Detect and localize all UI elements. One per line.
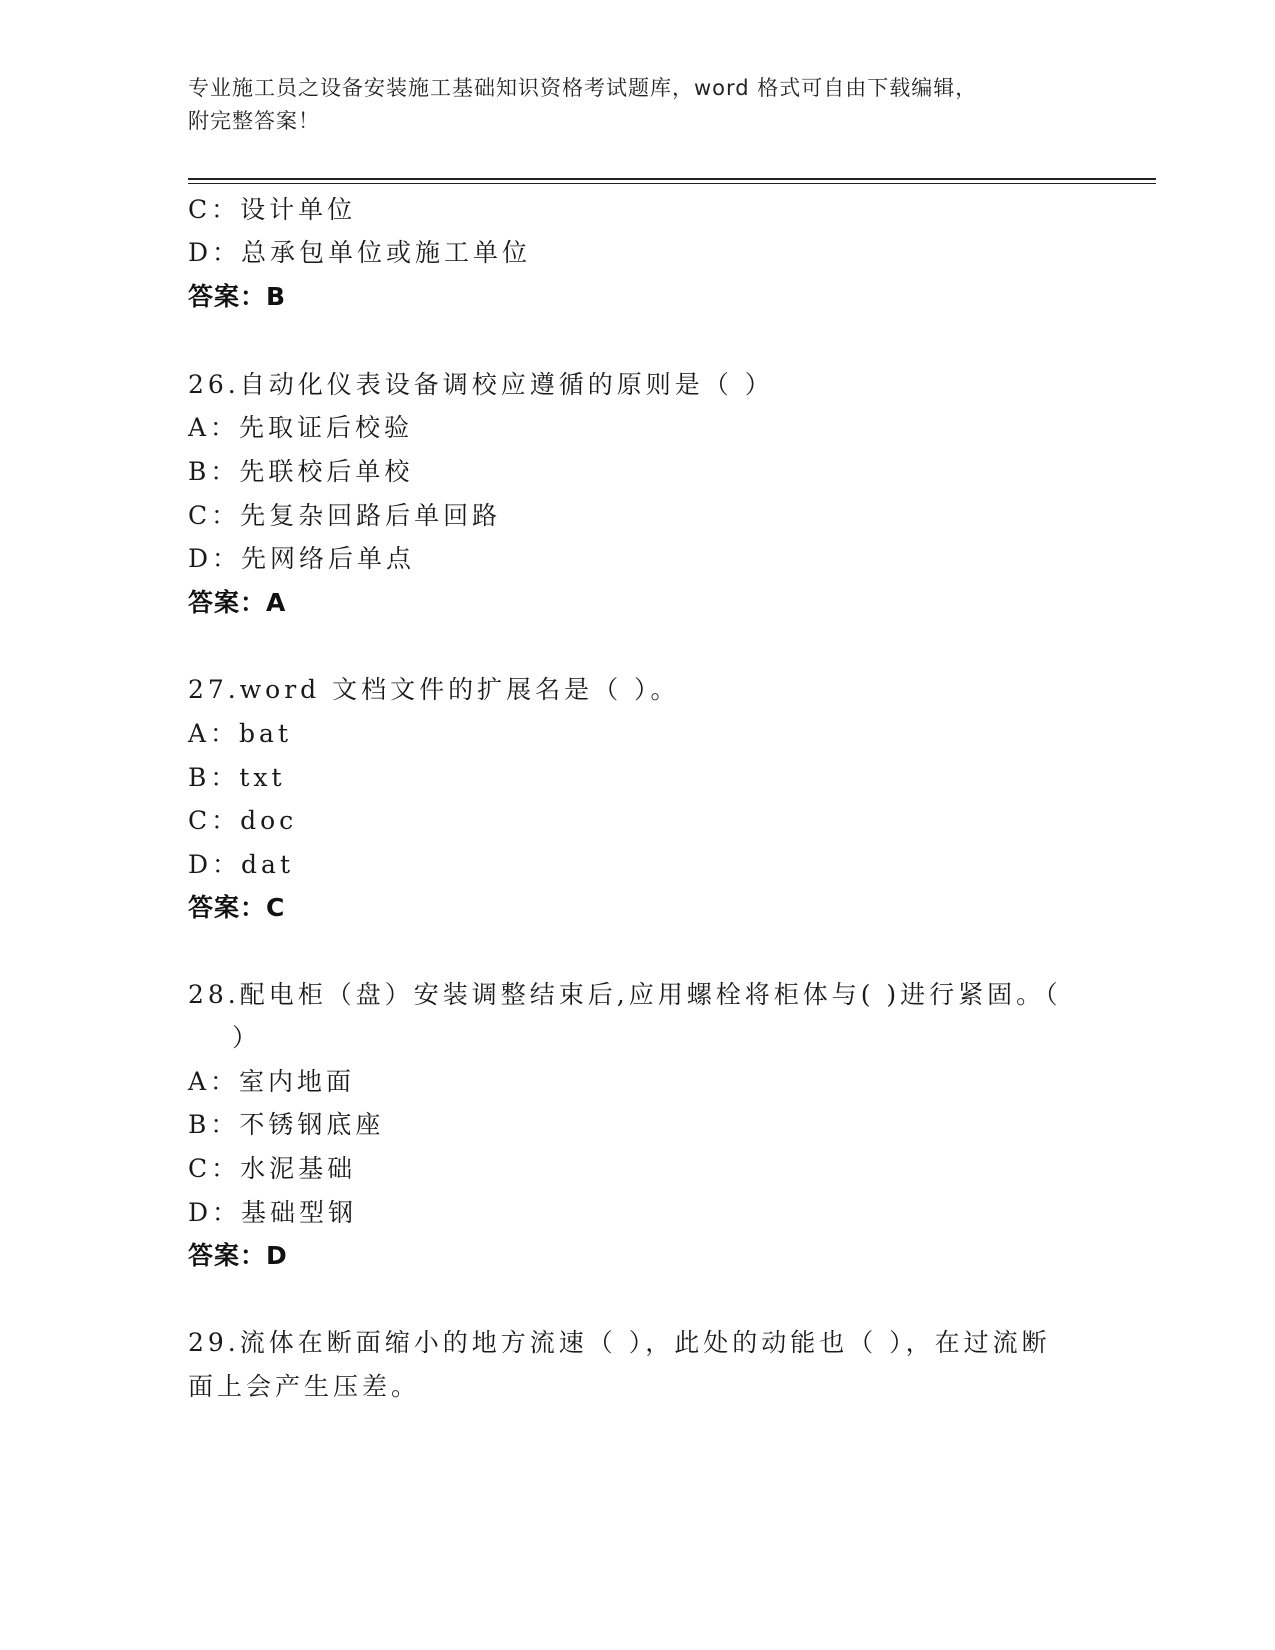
q27-option-d: D：dat: [188, 850, 294, 879]
q29-question-line-1: 29.流体在断面缩小的地方流速（ ），此处的动能也（ ），在过流断: [188, 1328, 1051, 1357]
header-divider-thin: [188, 183, 1156, 184]
q26-question: 26.自动化仪表设备调校应遵循的原则是（ ）: [188, 370, 774, 399]
q28-option-b: B：不锈钢底座: [188, 1110, 385, 1139]
page-header: [188, 72, 1088, 138]
q26-option-a: A：先取证后校验: [188, 413, 414, 442]
header-line-2: 附完整答案！: [188, 109, 320, 133]
q27-option-b: B：txt: [188, 763, 286, 792]
q27-option-c: C：doc: [188, 806, 298, 835]
q25-answer: 答案：B: [188, 282, 287, 311]
q27-answer: 答案：C: [188, 893, 286, 922]
header-divider-thick: [188, 178, 1156, 180]
q28-option-c: C：水泥基础: [188, 1154, 357, 1183]
q26-option-c: C：先复杂回路后单回路: [188, 501, 502, 530]
q28-option-a: A：室内地面: [188, 1067, 356, 1096]
q26-option-b: B：先联校后单校: [188, 457, 414, 486]
q26-option-d: D：先网络后单点: [188, 544, 416, 573]
q28-option-d: D：基础型钢: [188, 1198, 358, 1227]
q28-answer: 答案：D: [188, 1241, 288, 1270]
q28-question-line-1: 28.配电柜（盘）安装调整结束后,应用螺栓将柜体与( )进行紧固。（: [188, 980, 1062, 1009]
q27-question: 27.word 文档文件的扩展名是（ ）。: [188, 675, 680, 704]
q27-option-a: A：bat: [188, 719, 293, 748]
q28-question-line-2: ）: [232, 1023, 262, 1052]
q25-option-c: C：设计单位: [188, 195, 357, 224]
header-line-1: 专业施工员之设备安装施工基础知识资格考试题库，word 格式可自由下载编辑，: [188, 76, 978, 100]
q29-question-line-2: 面上会产生压差。: [188, 1372, 421, 1401]
q26-answer: 答案：A: [188, 588, 287, 617]
q25-option-d: D：总承包单位或施工单位: [188, 238, 532, 267]
